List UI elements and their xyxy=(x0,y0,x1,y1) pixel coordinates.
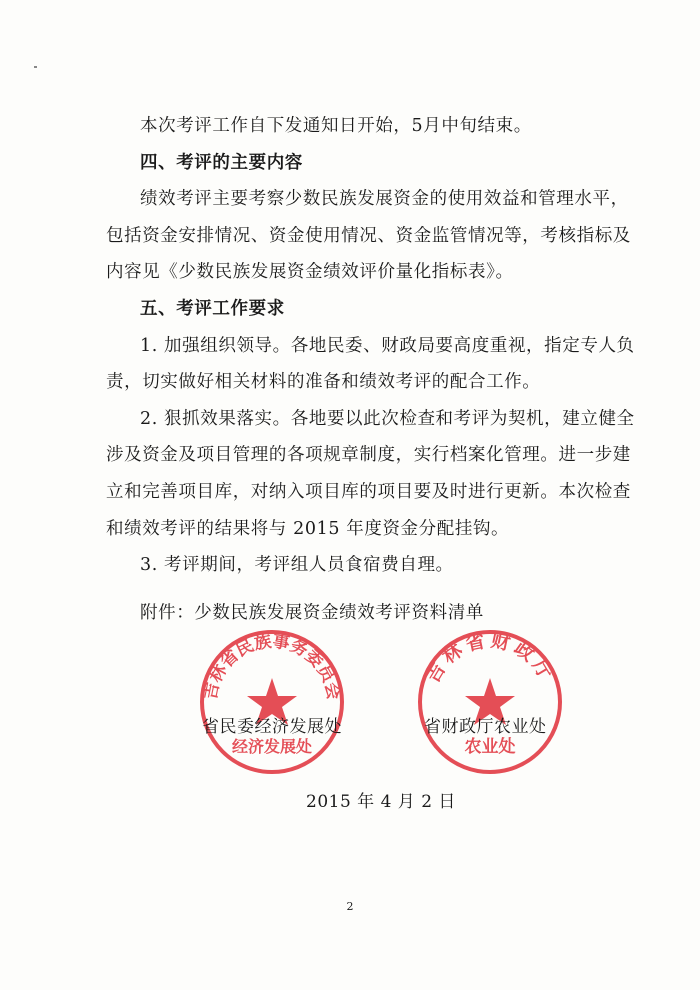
signature-right: 省财政厅农业处 xyxy=(424,717,547,737)
attachment-line: 附件：少数民族发展资金绩效考评资料清单 xyxy=(140,603,484,623)
signature-left: 省民委经济发展处 xyxy=(202,717,342,737)
body-line: 本次考评工作自下发通知日开始，5月中旬结束。 xyxy=(140,116,532,136)
body-line: 和绩效考评的结果将与 2015 年度资金分配挂钩。 xyxy=(106,518,510,539)
left-seal xyxy=(198,628,346,776)
body-line: 内容见《少数民族发展资金绩效评价量化指标表》。 xyxy=(106,262,514,283)
left-seal-outer-text: 吉林省民族事务委员会 xyxy=(200,631,344,702)
page-number: 2 xyxy=(346,900,354,913)
body-line: 包括资金安排情况、资金使用情况、资金监管情况等，考核指标及 xyxy=(106,225,631,246)
section-heading: 五、考评工作要求 xyxy=(140,299,285,319)
body-line: 涉及资金及项目管理的各项规章制度，实行档案化管理。进一步建 xyxy=(106,445,631,466)
body-line: 2. 狠抓效果落实。各地要以此次检查和考评为契机，建立健全 xyxy=(140,408,635,429)
left-seal-inner-text: 经济发展处 xyxy=(231,737,313,756)
right-seal xyxy=(416,628,564,776)
body-line: 立和完善项目库，对纳入项目库的项目要及时进行更新。本次检查 xyxy=(106,482,631,502)
document-date: 2015 年 4 月 2 日 xyxy=(306,792,456,812)
body-line: 绩效考评主要考察少数民族发展资金的使用效益和管理水平， xyxy=(140,189,629,210)
body-line: 1. 加强组织领导。各地民委、财政局要高度重视，指定专人负 xyxy=(140,335,635,356)
section-heading: 四、考评的主要内容 xyxy=(140,152,303,173)
scan-speck xyxy=(34,66,37,68)
right-seal-outer-text: 吉林省财政厅 xyxy=(421,629,559,687)
right-seal-inner-text: 农业处 xyxy=(464,737,516,757)
body-line: 责，切实做好相关材料的准备和绩效考评的配合工作。 xyxy=(106,372,541,393)
body-line: 3. 考评期间，考评组人员食宿费自理。 xyxy=(140,555,454,576)
